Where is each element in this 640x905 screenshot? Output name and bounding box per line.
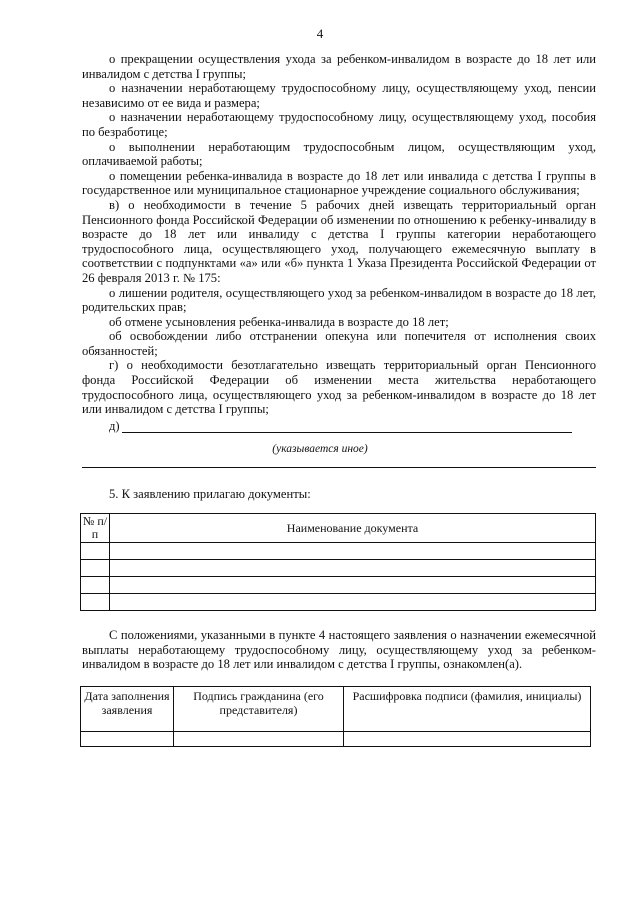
signature-table (80, 686, 591, 747)
table-cell[interactable] (110, 543, 596, 560)
paragraph: о выполнении неработающим трудоспособным лицом, осуществляющим уход, оплачиваемой работы; (82, 139, 596, 169)
table-cell[interactable] (110, 594, 596, 611)
item-d-extra-line[interactable] (82, 467, 596, 468)
header-date: Дата заполнения заявления (81, 687, 174, 732)
header-signature: Подпись гражданина (его представителя) (174, 687, 344, 732)
page-number: 4 (316, 26, 324, 41)
table-row (81, 560, 596, 577)
paragraph: о назначении неработающему трудоспособному лицу, осуществляющему уход, пособия по безработице; (82, 110, 596, 139)
header-document-name: Наименование документа (110, 514, 596, 543)
paragraph: о назначении неработающему трудоспособному лицу, осуществляющему уход, пенсии независимо от ее вида и размера; (82, 81, 596, 110)
header-number: № п/п (81, 514, 110, 543)
header-signature-decoding: Расшифровка подписи (фамилия, инициалы) (344, 687, 591, 732)
table-cell[interactable] (81, 543, 110, 560)
item-d-caption: (указывается иное) (272, 443, 368, 455)
date-cell[interactable] (81, 732, 174, 747)
item-d-fill-line[interactable] (122, 432, 572, 433)
documents-table (80, 513, 596, 611)
paragraph: г) о необходимости безотлагательно извещать территориальный орган Пенсионного фонда Российской Федерации об изменении места жительства неработающего трудоспособного лица, осуществляющего уход за ребенком-инвалидом в возрасте до 18 лет или инвалидом с детства I группы; (82, 358, 596, 417)
acknowledgement-text: С положениями, указанными в пункте 4 настоящего заявления о назначении ежемесячной выплаты неработающему трудоспособному лицу, осуществляющему уход за ребенком-инвалидом в возрасте до 18 лет или инвалидом с детства I группы, ознакомлен(а). (82, 628, 596, 672)
item-d-label: д) (109, 418, 120, 433)
table-row (81, 732, 591, 747)
paragraph: об отмене усыновления ребенка-инвалида в возрасте до 18 лет; (109, 314, 449, 329)
table-cell[interactable] (110, 577, 596, 594)
paragraph: об освобождении либо отстранении опекуна или попечителя от исполнения своих обязанностей; (82, 329, 596, 358)
table-row (81, 577, 596, 594)
table-cell[interactable] (81, 594, 110, 611)
table-cell[interactable] (81, 560, 110, 577)
documents-heading: 5. К заявлению прилагаю документы: (109, 487, 311, 501)
table-header-row (81, 687, 591, 732)
table-cell[interactable] (110, 560, 596, 577)
table-row (81, 594, 596, 611)
paragraph: о прекращении осуществления ухода за ребенком-инвалидом в возрасте до 18 лет или инвалидом с детства I группы; (82, 52, 596, 81)
signature-decoding-cell[interactable] (344, 732, 591, 747)
paragraph: в) о необходимости в течение 5 рабочих дней извещать территориальный орган Пенсионного фонда Российской Федерации об изменении по отношению к ребенку-инвалиду в возрасте до 18 лет или инвалиду с детства I группы категории неработающего трудоспособного лица, осуществляющего уход, получающего ежемесячную выплату в соответствии с подпунктами «а» или «б» пункта 1 Указа Президента Российской Федерации от 26 февраля 2013 г. № 175: (82, 197, 596, 285)
signature-cell[interactable] (174, 732, 344, 747)
table-header-row (81, 514, 596, 543)
paragraph: о лишении родителя, осуществляющего уход за ребенком-инвалидом в возрасте до 18 лет, родительских прав; (82, 285, 596, 315)
table-cell[interactable] (81, 577, 110, 594)
conditions-text (82, 52, 596, 434)
paragraph: о помещении ребенка-инвалида в возрасте до 18 лет или инвалида с детства I группы в государственное или муниципальное стационарное учреждение социального обслуживания; (82, 168, 596, 198)
item-d-line (82, 419, 596, 434)
table-row (81, 543, 596, 560)
